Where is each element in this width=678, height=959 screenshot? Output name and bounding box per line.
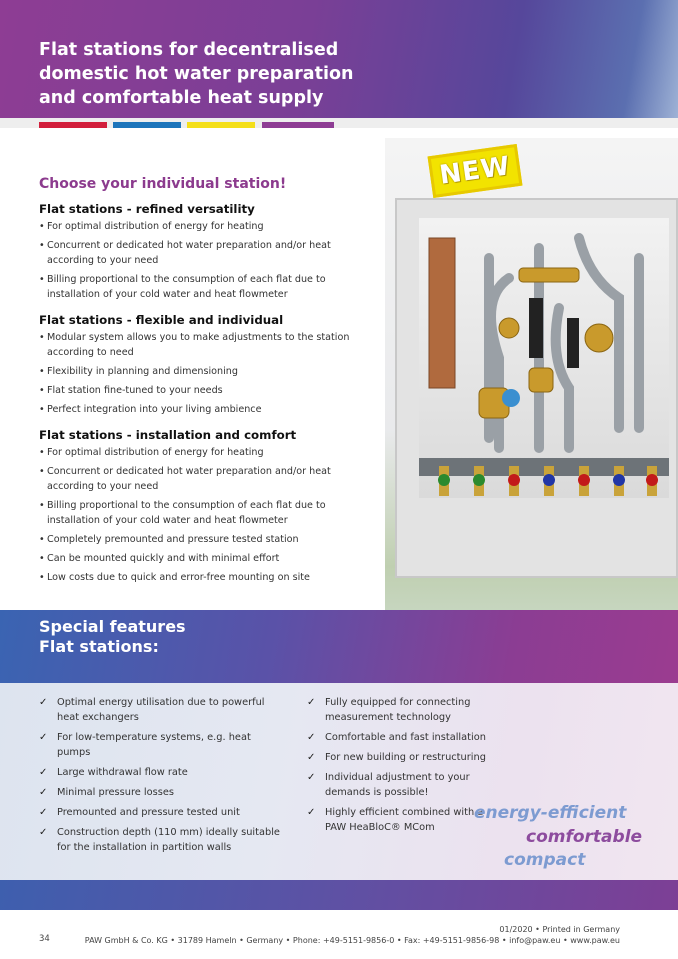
features-bottom-band [0,880,678,910]
list-item: • Perfect integration into your living ambience [39,404,262,415]
list-item: • For optimal distribution of energy for heating [39,221,264,232]
company-info: PAW GmbH & Co. KG • 31789 Hameln • Germany • Phone: +49-5151-9856-0 • Fax: +49-5151-9856-98 • info@paw.eu • www.paw.eu [84,936,620,945]
title-line-1: Flat stations for decentralised [39,40,339,60]
list-item: • Low costs due to quick and error-free mounting on site [39,572,310,583]
check-icon: ✓ [39,807,48,818]
check-icon: ✓ [39,697,48,708]
tagline-comfortable: comfortable [526,827,643,847]
feature-item: ✓ For low-temperature systems, e.g. heat pumps [39,732,251,758]
check-icon: ✓ [39,787,48,798]
page-number: 34 [39,934,50,944]
section-title: Flat stations - refined versatility [39,202,255,216]
list-item: • Can be mounted quickly and with minimal effort [39,553,280,564]
bullet-list [39,445,379,585]
title-line-2: domestic hot water preparation [39,64,354,84]
feature-item: ✓ Construction depth (110 mm) ideally suitable for the installation in partition walls [39,827,280,853]
features-list-right [307,695,497,840]
tagline-energy-efficient: energy-efficient [474,803,627,823]
bullet-list [39,219,379,302]
features-list-left [39,695,284,860]
check-icon: ✓ [39,827,48,838]
features-title [39,617,186,657]
check-icon: ✓ [307,697,316,708]
tagline-compact: compact [504,850,586,870]
feature-item: ✓ For new building or restructuring [307,752,486,763]
list-item: • Modular system allows you to make adjustments to the station according to need [39,332,350,358]
feature-item: ✓ Large withdrawal flow rate [39,767,188,778]
check-icon: ✓ [307,807,316,818]
check-icon: ✓ [307,732,316,743]
page-title [39,38,369,110]
title-line-3: and comfortable heat supply [39,88,324,108]
features-title-line-2: Flat stations: [39,637,159,656]
cabinet-interior [419,218,669,498]
color-bar-red [39,122,107,128]
feature-item: ✓ Minimal pressure losses [39,787,174,798]
check-icon: ✓ [307,772,316,783]
list-item: • Billing proportional to the consumption of each flat due to installation of your cold water and heat flowmeter [39,274,326,300]
print-info: 01/2020 • Printed in Germany [499,925,620,934]
feature-item: ✓ Premounted and pressure tested unit [39,807,240,818]
color-bar-yellow [187,122,255,128]
list-item: • Flat station fine-tuned to your needs [39,385,223,396]
cabinet-illustration [395,198,678,578]
main-content [39,176,379,596]
header-banner [0,0,678,122]
list-item: • Concurrent or dedicated hot water preparation and/or heat according to your need [39,240,331,266]
feature-item: ✓ Individual adjustment to your demands is possible! [307,772,470,798]
new-badge: NEW [428,144,523,198]
section-title: Flat stations - flexible and individual [39,313,284,327]
check-icon: ✓ [39,732,48,743]
bullet-list [39,330,379,417]
feature-item: ✓ Comfortable and fast installation [307,732,486,743]
list-item: • Concurrent or dedicated hot water preparation and/or heat according to your need [39,466,331,492]
list-item: • For optimal distribution of energy for heating [39,447,264,458]
section-title: Flat stations - installation and comfort [39,428,297,442]
features-title-line-1: Special features [39,617,186,636]
intro-heading: Choose your individual station! [39,176,287,192]
list-item: • Flexibility in planning and dimensioning [39,366,238,377]
list-item: • Completely premounted and pressure tested station [39,534,299,545]
product-image [385,138,678,625]
check-icon: ✓ [39,767,48,778]
feature-item: ✓ Fully equipped for connecting measurement technology [307,697,471,723]
footer-info [85,924,620,946]
feature-item: ✓ Highly efficient combined with a PAW HeaBloC® MCom [307,807,484,833]
check-icon: ✓ [307,752,316,763]
color-bar-blue [113,122,181,128]
pipework-illustration [419,218,669,498]
feature-item: ✓ Optimal energy utilisation due to powerful heat exchangers [39,697,265,723]
color-bar-purple [262,122,334,128]
list-item: • Billing proportional to the consumption of each flat due to installation of your cold water and heat flowmeter [39,500,326,526]
